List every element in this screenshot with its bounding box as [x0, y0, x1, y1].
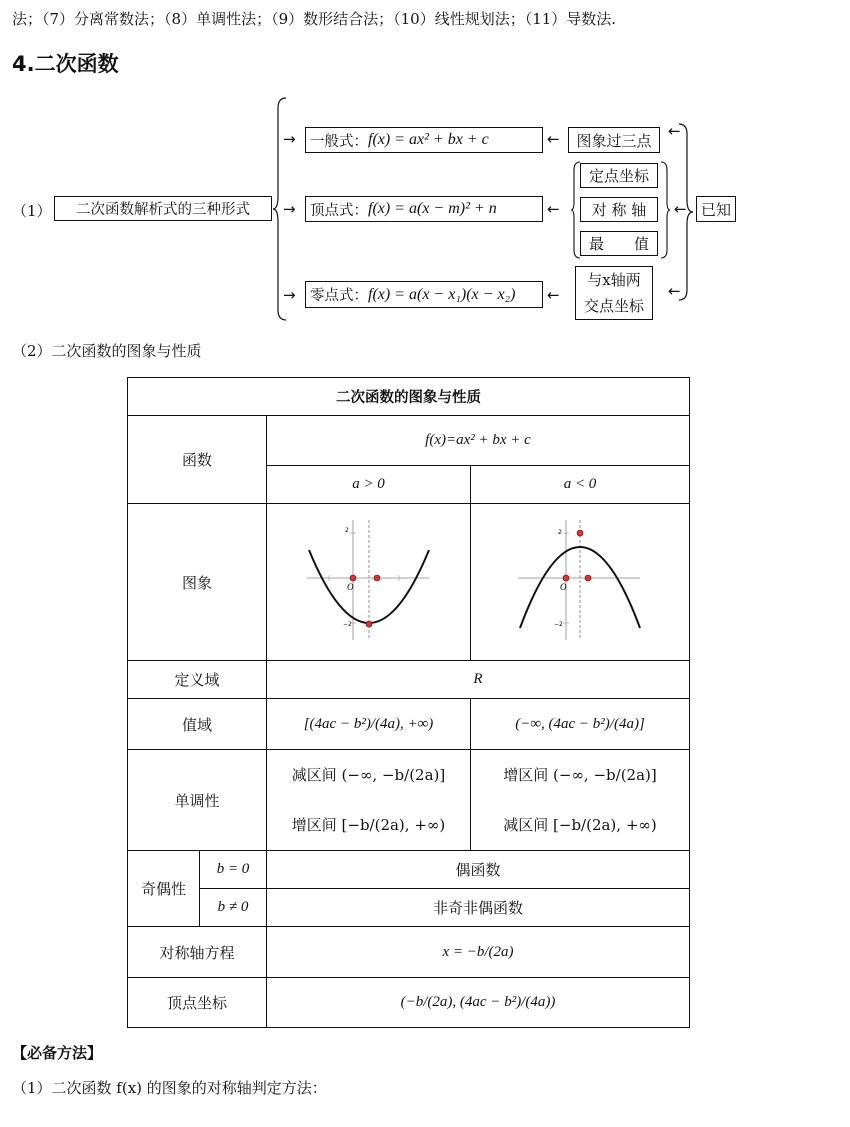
graph-positive-cell: [267, 504, 471, 661]
methods-line: （1）二次函数 f(x) 的图象的对称轴判定方法：: [12, 1079, 327, 1097]
methods-heading: 【必备方法】: [12, 1044, 103, 1062]
condition-vertex-coord: 定点坐标: [580, 163, 658, 188]
range-positive: [(4ac − b²)/(4a), +∞): [267, 699, 471, 750]
origin-label: O: [560, 581, 567, 592]
sub-heading: （2）二次函数的图象与性质: [12, 342, 202, 360]
condition-three-points: 图象过三点: [568, 127, 660, 153]
parabola-up-graph: [299, 518, 439, 643]
range-label: 值域: [128, 699, 267, 750]
monotonic-negative: [471, 750, 690, 851]
form-formula: f(x) = a(x − x₁)(x − x₂): [368, 285, 516, 303]
tick-label: −2: [554, 620, 563, 628]
parity-condition: b ≠ 0: [200, 889, 267, 927]
table-title: 二次函数的图象与性质: [128, 378, 690, 416]
form-label: 零点式：: [310, 288, 368, 304]
form-label: 一般式：: [310, 133, 368, 150]
properties-table: [127, 377, 690, 1028]
condition-line: 与x轴两: [587, 271, 641, 289]
mono-line: 增区间 (−∞, −b/(2a)]: [503, 766, 657, 784]
form-label: 顶点式：: [310, 202, 368, 219]
mono-line: 增区间 [−b/(2a), +∞): [291, 816, 446, 834]
arrow-icon: →: [283, 130, 296, 148]
monotonic-positive: [267, 750, 471, 851]
zero-form-box: [305, 281, 543, 308]
tick-label: −2: [342, 620, 352, 628]
parity-condition: b = 0: [200, 851, 267, 889]
arrow-icon: ←: [674, 200, 687, 218]
case-positive: a > 0: [267, 466, 471, 504]
right-brace: [677, 122, 695, 302]
root-box: 二次函数解析式的三种形式: [54, 196, 272, 221]
condition-extreme: 最 值: [580, 231, 658, 256]
parity-value: 偶函数: [267, 851, 690, 889]
tick-label: 2: [558, 528, 562, 536]
condition-axis: 对 称 轴: [580, 197, 658, 222]
general-form-box: [305, 127, 543, 153]
parity-label: 奇偶性: [128, 851, 200, 927]
arrow-icon: ←: [547, 130, 560, 148]
function-formula: f(x)=ax² + bx + c: [267, 416, 690, 466]
domain-value: R: [267, 661, 690, 699]
axis-value: x = −b/(2a): [267, 927, 690, 978]
condition-x-intercepts: [575, 266, 653, 320]
axis-label: 对称轴方程: [128, 927, 267, 978]
tick-label: 2: [344, 526, 349, 534]
origin-label: O: [346, 581, 353, 592]
arrow-icon: ←: [668, 122, 681, 140]
arrow-icon: →: [283, 200, 296, 218]
arrow-icon: →: [283, 286, 296, 304]
parity-value: 非奇非偶函数: [267, 889, 690, 927]
mono-line: 减区间 [−b/(2a), +∞): [503, 816, 657, 834]
arrow-icon: ←: [668, 282, 681, 300]
condition-line: 交点坐标: [583, 297, 644, 315]
arrow-icon: ←: [547, 286, 560, 304]
monotonic-label: 单调性: [128, 750, 267, 851]
graph-negative-cell: [471, 504, 690, 661]
section-title: 4.二次函数: [12, 52, 119, 76]
vertex-value: (−b/(2a), (4ac − b²)/(4a)): [267, 978, 690, 1028]
vertex-form-box: [305, 196, 543, 222]
top-text-line: 法；（7）分离常数法；（8）单调性法；（9）数形结合法；（10）线性规划法；（11）导数法.: [12, 10, 617, 28]
graph-label: 图象: [128, 504, 267, 661]
form-formula: f(x) = a(x − m)² + n: [368, 200, 497, 217]
range-negative: (−∞, (4ac − b²)/(4a)]: [471, 699, 690, 750]
diagram-item-label: （1）: [12, 202, 52, 220]
parabola-down-graph: [510, 518, 650, 643]
vertex-label: 顶点坐标: [128, 978, 267, 1028]
domain-label: 定义域: [128, 661, 267, 699]
case-negative: a < 0: [471, 466, 690, 504]
mono-line: 减区间 (−∞, −b/(2a)]: [291, 766, 446, 784]
condition-brace-right: [659, 160, 671, 260]
known-box: 已知: [696, 196, 736, 222]
function-label: 函数: [128, 416, 267, 504]
form-formula: f(x) = ax² + bx + c: [368, 131, 489, 148]
arrow-icon: ←: [547, 200, 560, 218]
